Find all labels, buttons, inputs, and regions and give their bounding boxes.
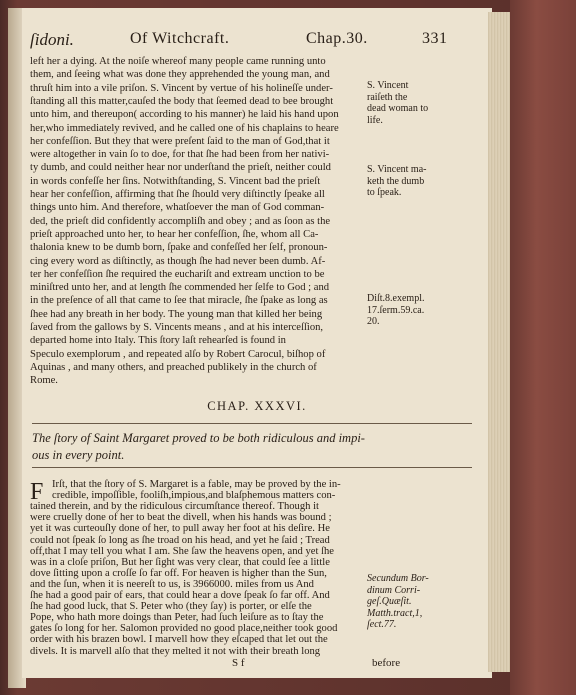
body-line: her,who immediately revived, and he called one of his chaplains to heare — [30, 122, 339, 134]
chapter-body-line: and the ſun, when it is neereſt to us, is 3966000. miles from us And — [30, 578, 314, 590]
chapter-body-line: were cruelly done of her to beat the divell, when his hands was bound ; — [30, 512, 332, 524]
body-line: ſtanding all this matter,cauſed the body that ſeemed dead to bee brought — [30, 95, 334, 107]
body-line: them, and ſeeing what was done they apprehended the young man, and — [30, 69, 330, 81]
page-edges — [488, 12, 510, 672]
body-line: ded, the prieſt did confidently accompliſh and obey ; and as ſoon as the — [30, 215, 331, 227]
margin-note: dead woman to — [367, 103, 429, 114]
body-line: in the preſence of all that came to ſee that miracle, ſhe ſpake as long as — [30, 295, 328, 307]
body-line: thruſt him into a vile priſon. S. Vincent by vertue of his holineſſe under- — [30, 82, 333, 94]
book-binding-edge — [510, 0, 576, 695]
title-rule-top — [32, 423, 472, 424]
body-line: Rome. — [30, 375, 58, 387]
margin-note: keth the dumb — [367, 175, 425, 187]
margin-note: S. Vincent — [367, 80, 409, 91]
signature-mark: S f — [232, 657, 245, 669]
margin-note: life. — [367, 114, 383, 126]
chapter-body-line: gates ſo long for her. Salomon provided no good place,neither took good — [30, 623, 338, 635]
chapter-heading: CHAP. XXXVI. — [207, 399, 307, 413]
body-line: prieſt approached unto her, to hear her confeſſion, ſhe, whom all Ca- — [30, 228, 319, 240]
body-line: unto him, and thereupon( according to his manner) he laid his hand upon — [30, 109, 339, 121]
body-line: ty dumb, and could neither hear nor underſtand the prieſt, neither could — [30, 162, 331, 174]
body-line: thalonia knew to be dumb born, ſpake and confeſſed her ſelf, pronoun- — [30, 242, 328, 254]
body-line: Aquinas , and many others, and preached publikely in the church of — [30, 361, 317, 373]
margin-note: geſ.Quæſit. — [367, 596, 412, 607]
body-line: ter her confeſſion ſhe required the euchariſt and extream unction to be — [30, 268, 325, 280]
running-head-left: ſidoni. — [30, 30, 74, 49]
chapter-body-line: ſhe had a good pair of ears, that could hear a dove ſpeak ſo far off. And — [30, 590, 330, 601]
book-page — [22, 8, 492, 678]
body-line: cing every word as diſtinctly, as though ſhe had never been dumb. Af- — [30, 255, 326, 267]
chapter-body-line: could not ſpeak ſo long as ſhe troad on his head, and yet he ſaid ; Tread — [30, 534, 330, 546]
chapter-body-line: off,that I may tell you what I am. She ſaw the heavens open, and yet ſhe — [30, 545, 334, 557]
body-line: in words confeſſe her ſins. Notwithſtanding, S. Vincent bad the prieſt — [30, 175, 321, 187]
margin-note: Diſt.8.exempl. — [367, 293, 425, 304]
chapter-body-line: credible, impoſſible, fooliſh,impious,and blaſphemous matters con- — [52, 490, 336, 502]
body-line: ſhee had any breath in her body. The young man that killed her being — [30, 308, 323, 320]
body-line: miniſtred unto her, and at length ſhe commended her ſelfe to God ; and — [30, 282, 330, 294]
drop-capital: F — [30, 479, 44, 505]
running-head-title: Of Witchcraft. — [130, 30, 230, 47]
body-line: were altogether in vain ſo to doe, for that ſhe had been from her nativi- — [30, 149, 330, 161]
chapter-title-line: The ſtory of Saint Margaret proved to be both ridiculous and impi- — [32, 431, 365, 445]
margin-note: Secundum Bor- — [367, 573, 429, 584]
margin-note: S. Vincent ma- — [367, 164, 427, 175]
margin-note: to ſpeak. — [367, 187, 402, 198]
chapter-body-line: yet it was curteouſly done of her, to pull away her foot at his deſire. He — [30, 523, 330, 535]
margin-note: raiſeth the — [367, 91, 408, 103]
chapter-body-line: Pope, who hath more doings than Peter, had ſuch leiſure as to ſtay the — [30, 612, 324, 624]
body-line: her confeſſion. But they that were preſent ſaid to the man of God,that it — [30, 135, 330, 147]
title-rule-bottom — [32, 467, 472, 468]
margin-note: Matth.tract,1, — [367, 607, 423, 619]
body-line: hear her confeſſion, affirming that ſhe ſhould very diſtinctly ſpeake all — [30, 189, 325, 200]
margin-note: dinum Corri- — [367, 584, 421, 596]
running-head-chapter: Chap.30. — [306, 30, 368, 47]
chapter-body-line: tained therein, and by the ridiculous circumſtance thereof. Though it — [30, 501, 319, 513]
chapter-body-line: divels. It is marvell alſo that they melted it not with their breath long — [30, 645, 321, 657]
chapter-body-line: order with his brazen bowl. I marvell how they eſcaped that let out the — [30, 634, 328, 646]
chapter-body-line: was in a cloſe priſon, But her ſight was very clear, that could ſee a little — [30, 556, 330, 568]
chapter-body-line: ſhe had good luck, that S. Peter who (they ſay) is porter, or elſe the — [30, 601, 312, 613]
body-line: things unto him. And therefore, whatſoever the man of God comman- — [30, 202, 325, 214]
margin-note: 20. — [367, 316, 380, 327]
body-line: Speculo exemplorum , and repeated alſo by Robert Carocul, biſhop of — [30, 348, 326, 360]
margin-note: 17.ſerm.59.ca. — [367, 304, 425, 316]
page-number: 331 — [422, 30, 448, 47]
chapter-body-line: dove ſitting upon a croſſe ſo far off. For heaven is higher than the Sun, — [30, 567, 327, 579]
body-line: ſaved from the gallows by S. Vincents means , and at his interceſſion, — [30, 322, 324, 333]
margin-note: ſect.77. — [367, 619, 397, 630]
body-line: left her a dying. At the noiſe whereof many people came running unto — [30, 56, 326, 67]
body-line: departed home into Italy. This ſtory laſt rehearſed is found in — [30, 335, 286, 347]
chapter-title-line: ous in every point. — [32, 448, 125, 462]
catchword: before — [372, 657, 401, 669]
chapter-body-line: Irſt, that the ſtory of S. Margaret is a fable, may be proved by the in- — [52, 479, 341, 490]
